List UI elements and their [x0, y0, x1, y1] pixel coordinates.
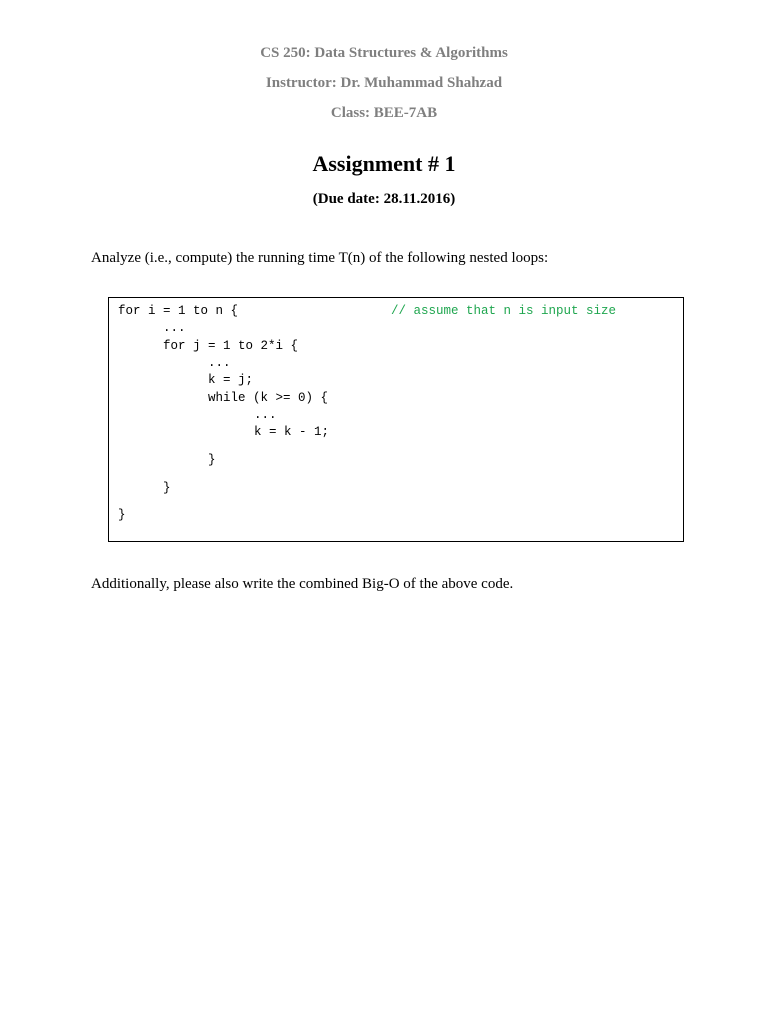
class-name: Class: BEE-7AB — [330, 105, 438, 121]
intro-paragraph: Analyze (i.e., compute) the running time T(n) of the following nested loops: — [91, 250, 549, 266]
course-title: CS 250: Data Structures & Algorithms — [260, 45, 508, 61]
code-line: k = j; — [208, 373, 254, 387]
code-comment: // assume that n is input size — [391, 304, 617, 318]
code-line: ... — [254, 408, 277, 422]
code-line: ... — [208, 356, 231, 370]
code-line: k = k - 1; — [254, 425, 330, 439]
assignment-title: Assignment # 1 — [312, 151, 456, 176]
code-line: } — [208, 453, 216, 467]
code-line: for i = 1 to n { — [118, 304, 239, 318]
code-line: for j = 1 to 2*i { — [163, 339, 299, 353]
code-line: } — [163, 481, 171, 495]
code-block — [108, 297, 684, 542]
closing-paragraph: Additionally, please also write the combined Big-O of the above code. — [91, 576, 514, 592]
instructor-name: Instructor: Dr. Muhammad Shahzad — [265, 75, 503, 91]
code-line: ... — [163, 321, 186, 335]
code-line: } — [118, 508, 126, 522]
due-date: (Due date: 28.11.2016) — [312, 191, 456, 207]
code-line: while (k >= 0) { — [208, 391, 329, 405]
